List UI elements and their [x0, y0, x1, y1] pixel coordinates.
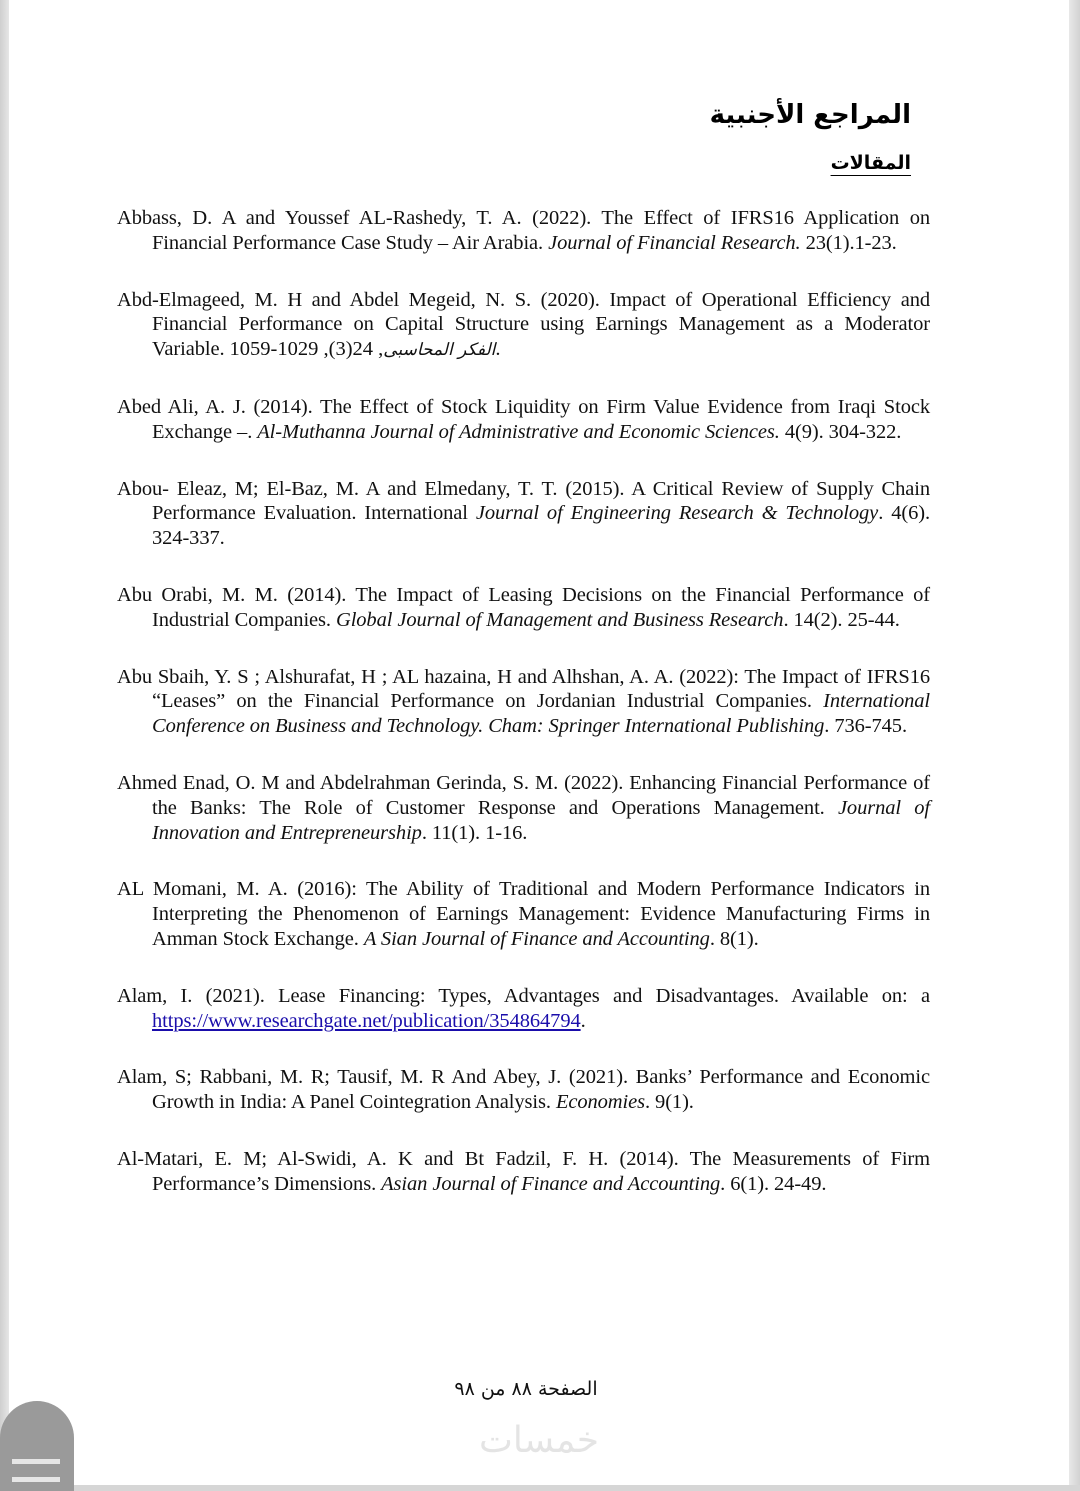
journal-title: A Sian Journal of Finance and Accounting	[363, 927, 710, 950]
reference-list	[117, 206, 930, 1229]
menu-lines-icon	[12, 1459, 60, 1464]
reference-item: AL Momani, M. A. (2016): The Ability of Traditional and Modern Performance Indicators in Interpreting the Phenomenon of Earnings Management: Evidence Manufacturing Firms in Amman Stock Exchange. A Sian Journal of Finance and Accounting. 8(1).	[117, 878, 930, 950]
reference-item: Abed Ali, A. J. (2014). The Effect of Stock Liquidity on Firm Value Evidence from Iraqi Stock Exchange –. Al-Muthanna Journal of Administrative and Economic Sciences. 4(9). 304-322.	[117, 395, 930, 443]
reference-item: Abu Orabi, M. M. (2014). The Impact of Leasing Decisions on the Financial Performance of Industrial Companies. Global Journal of Management and Business Research. 14(2). 25-44.	[117, 583, 930, 631]
journal-title: International Conference on Business and Technology. Cham: Springer International Publishing	[152, 690, 930, 738]
journal-title: Journal of Engineering Research & Technology	[475, 502, 879, 525]
menu-handle-button[interactable]	[0, 1401, 74, 1491]
section-heading: المراجع الأجنبية	[709, 100, 911, 130]
journal-title: Economies	[555, 1091, 645, 1114]
reference-link[interactable]: https://www.researchgate.net/publication/354864794	[152, 1009, 581, 1032]
reference-item: Abu Sbaih, Y. S ; Alshurafat, H ; AL hazaina, H and Alhshan, A. A. (2022): The Impact of IFRS16 “Leases” on the Financial Performance on Jordanian Industrial Companies. International Conference on Business and Technology. Cham: Springer International Publishing. 736-745.	[117, 665, 930, 738]
reference-item: Alam, I. (2021). Lease Financing: Types, Advantages and Disadvantages. Available on: a https://www.researchgate.net/publication/354864794.	[117, 984, 930, 1032]
reference-item: Abd-Elmageed, M. H and Abdel Megeid, N. S. (2020). Impact of Operational Efficiency and Financial Performance on Capital Structure using Earnings Management as a Moderator Variable. الفكر المحاسبى, 24(3), 1029-1059.	[117, 288, 930, 361]
journal-title: Journal of Innovation and Entrepreneurship	[152, 796, 931, 844]
journal-title: الفكر المحاسبى	[383, 340, 496, 361]
reference-item: Abou- Eleaz, M; El-Baz, M. A and Elmedany, T. T. (2015). A Critical Review of Supply Chain Performance Evaluation. International Journal of Engineering Research & Technology. 4(6). 324-337.	[117, 477, 930, 550]
section-subheading: المقالات	[830, 152, 911, 174]
page-edge-left	[0, 0, 9, 1485]
menu-lines-icon	[12, 1477, 60, 1482]
reference-item: Al-Matari, E. M; Al-Swidi, A. K and Bt Fadzil, F. H. (2014). The Measurements of Firm Performance’s Dimensions. Asian Journal of Finance and Accounting. 6(1). 24-49.	[117, 1147, 930, 1195]
reference-item: Abbass, D. A and Youssef AL-Rashedy, T. A. (2022). The Effect of IFRS16 Application on Financial Performance Case Study – Air Arabia. Journal of Financial Research. 23(1).1-23.	[117, 207, 930, 254]
reference-item: Alam, S; Rabbani, M. R; Tausif, M. R And Abey, J. (2021). Banks’ Performance and Economic Growth in India: A Panel Cointegration Analysis. Economies. 9(1).	[117, 1066, 930, 1114]
journal-title: Al-Muthanna Journal of Administrative and Economic Sciences.	[257, 420, 780, 443]
journal-title: Journal of Financial Research.	[548, 231, 801, 254]
journal-title: Global Journal of Management and Business Research	[335, 608, 784, 631]
journal-title: Asian Journal of Finance and Accounting	[381, 1172, 721, 1195]
watermark-logo: خمسات	[479, 1420, 600, 1461]
page-number: الصفحة ٨٨ من ٩٨	[454, 1378, 598, 1400]
document-page	[9, 0, 1069, 1485]
scrollbar-track[interactable]	[1069, 0, 1080, 1485]
reference-item: Ahmed Enad, O. M and Abdelrahman Gerinda, S. M. (2022). Enhancing Financial Performance of the Banks: The Role of Customer Response and Operations Management. Journal of Innovation and Entrepreneurship. 11(1). 1-16.	[117, 771, 931, 844]
